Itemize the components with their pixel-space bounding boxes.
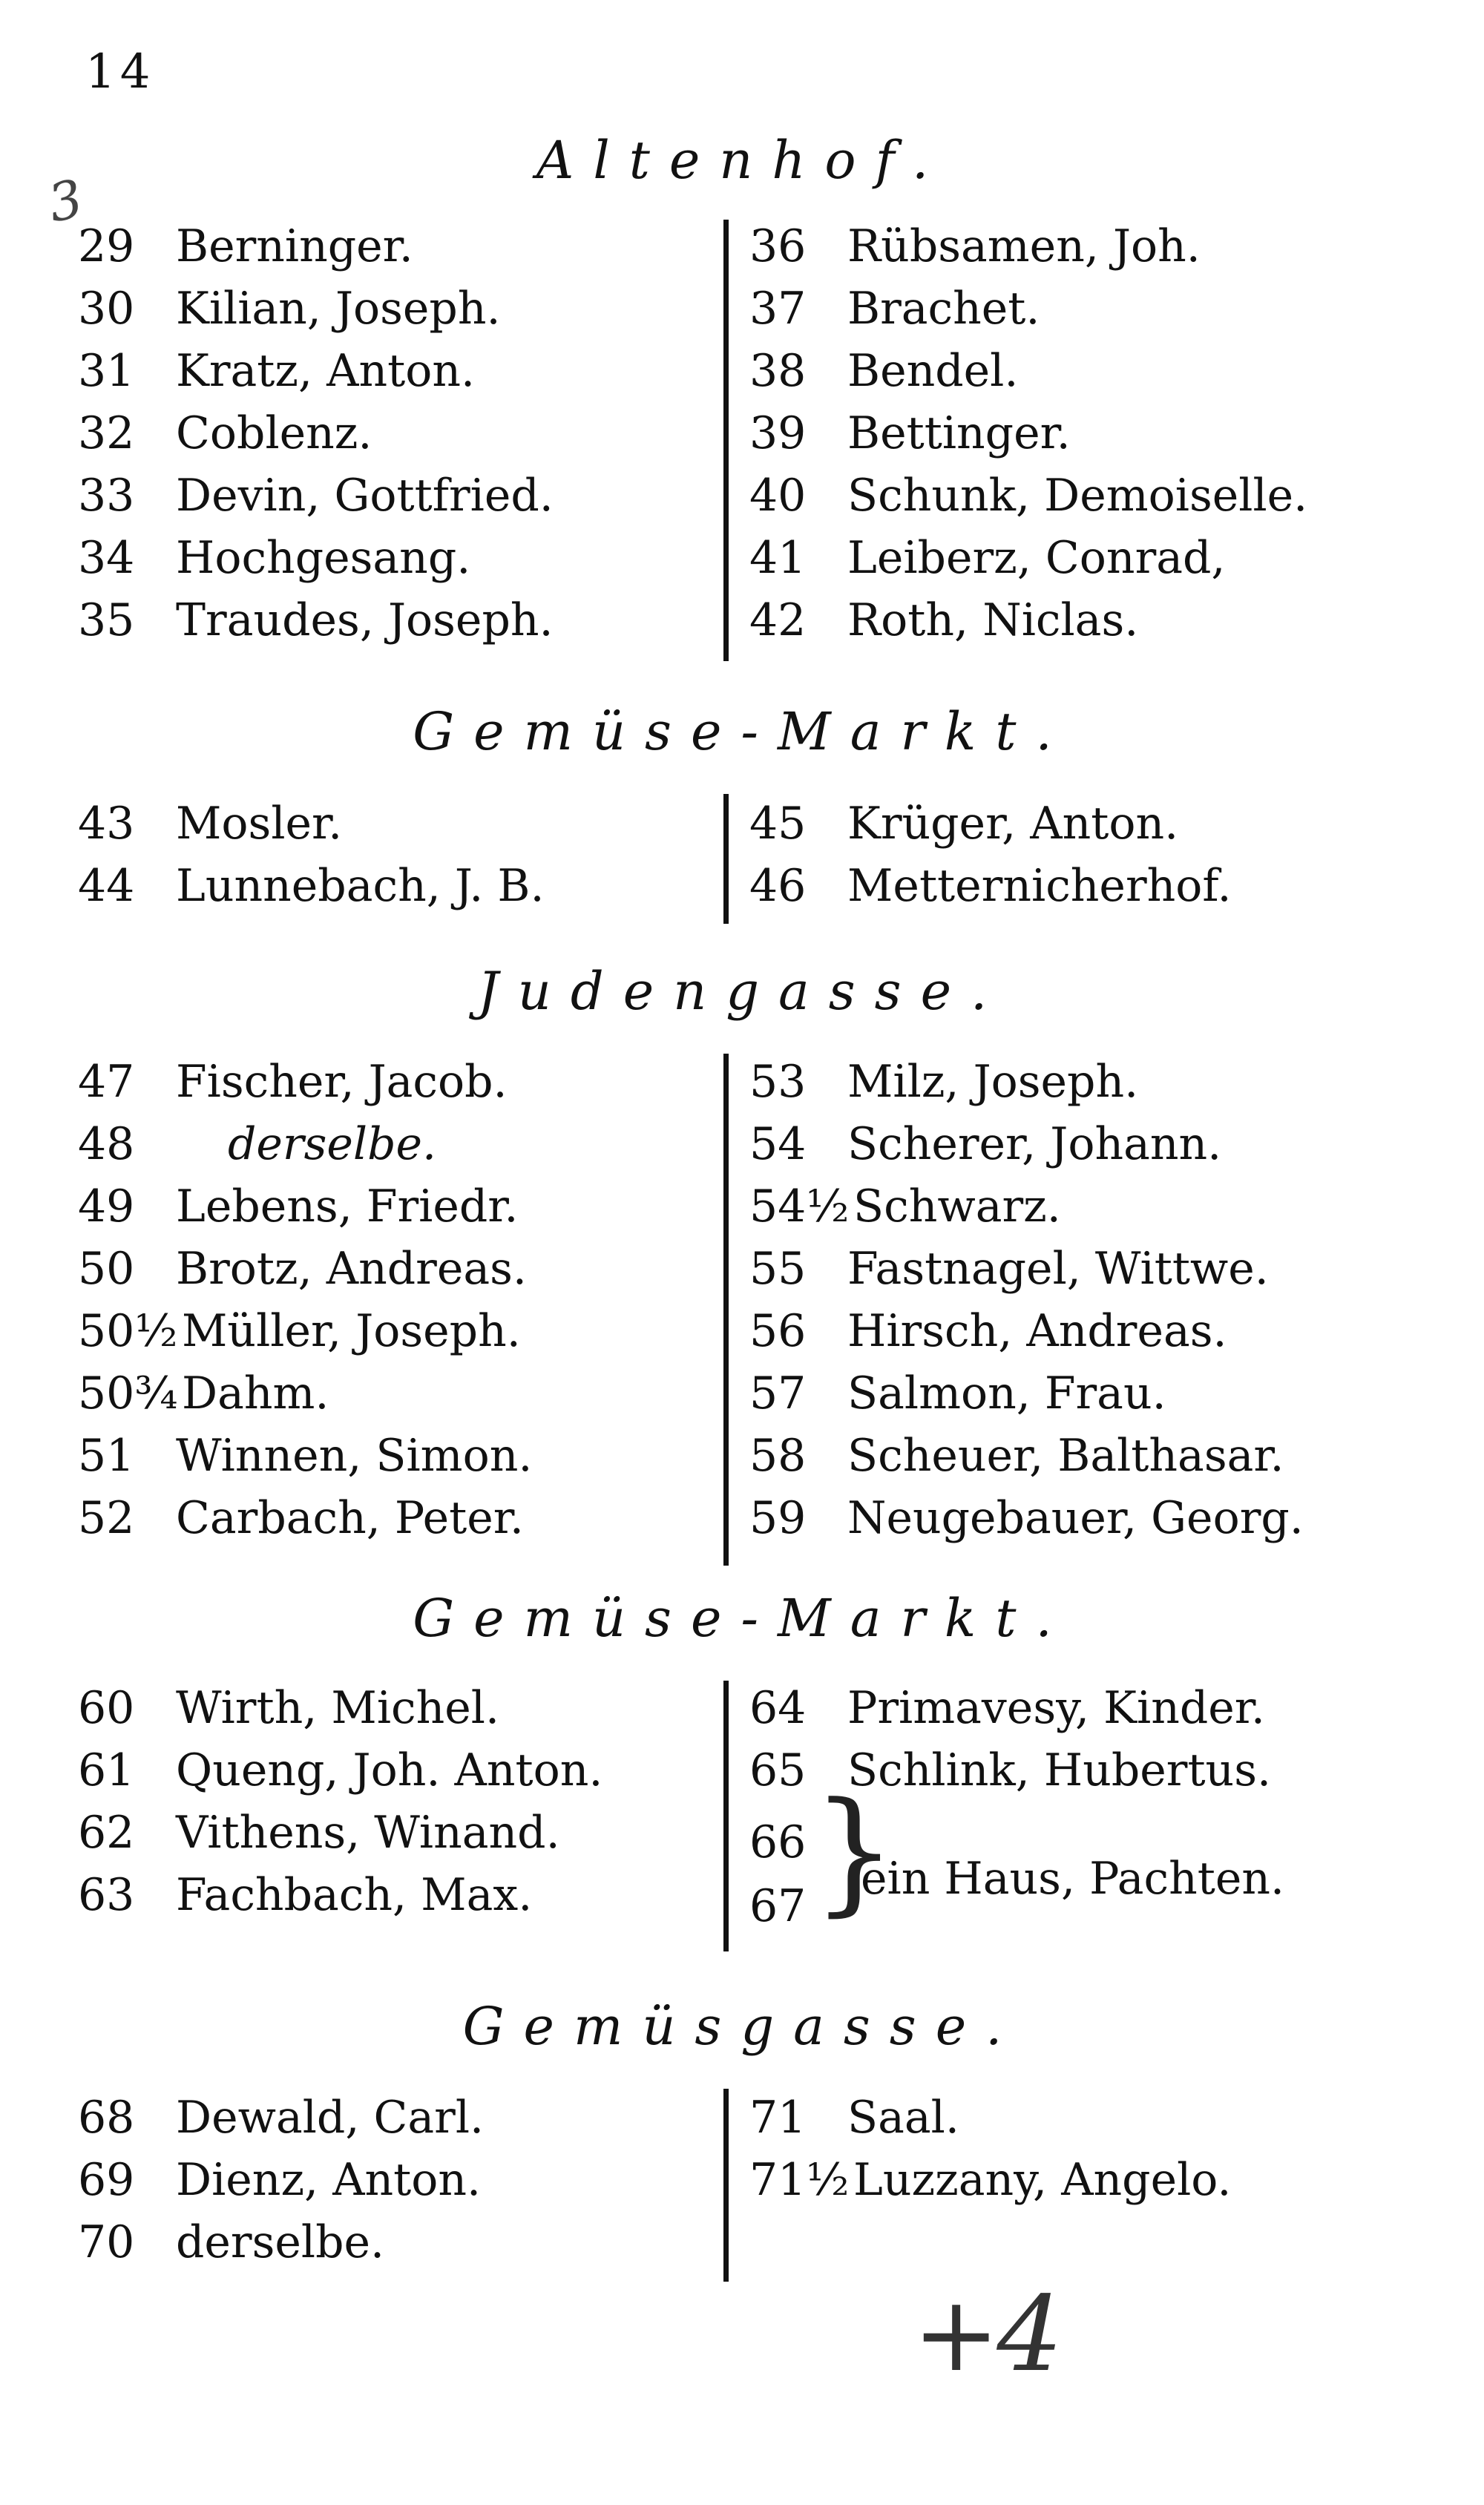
resident-name: Roth, Niclas. [847, 594, 1139, 646]
list-item [78, 792, 342, 855]
list-item [78, 1051, 508, 1113]
resident-name: Schunk, Demoiselle. [847, 470, 1308, 522]
section-title-gemuese-markt-2: Gemüse-Markt. [413, 1588, 1071, 1649]
resident-name: Dewald, Carl. [176, 2092, 485, 2144]
house-number: 62 [78, 1807, 135, 1859]
page-number: 14 [85, 45, 155, 99]
house-number: 53 [749, 1056, 807, 1108]
resident-name: Carbach, Peter. [176, 1492, 524, 1544]
resident-name: Hirsch, Andreas. [847, 1305, 1227, 1357]
section-title-altenhof: Altenhof. [536, 130, 948, 191]
resident-name: Dahm. [182, 1368, 329, 1419]
resident-name: Fachbach, Max. [176, 1869, 533, 1921]
list-item [78, 278, 501, 340]
list-item [749, 1238, 1269, 1300]
house-number: 41 [749, 532, 807, 584]
column-divider [723, 1681, 729, 1951]
column-divider [723, 794, 729, 924]
house-number: 37 [749, 283, 807, 335]
resident-name: Saal. [847, 2092, 959, 2144]
resident-name: Milz, Joseph. [847, 1056, 1139, 1108]
section-title-gemuese-markt: Gemüse-Markt. [413, 701, 1071, 762]
resident-name: Fischer, Jacob. [176, 1056, 508, 1108]
house-number: 39 [749, 407, 807, 459]
house-number: 54½ [749, 1181, 850, 1232]
resident-name: Schwarz. [853, 1181, 1061, 1232]
resident-name: Devin, Gottfried. [176, 470, 554, 522]
list-item [749, 1362, 1166, 1425]
list-item [78, 1113, 436, 1175]
resident-name: Hochgesang. [176, 532, 471, 584]
house-number: 38 [749, 345, 807, 397]
list-item [78, 1739, 603, 1802]
list-item [749, 1425, 1284, 1487]
list-item [78, 1362, 329, 1425]
house-number: 71½ [749, 2154, 850, 2206]
resident-name: Primavesy, Kinder. [847, 1682, 1265, 1734]
list-item [749, 2087, 959, 2149]
house-number: 35 [78, 594, 135, 646]
resident-name: Kratz, Anton. [176, 345, 476, 397]
house-number: 34 [78, 532, 135, 584]
house-number: 48 [78, 1118, 135, 1170]
section-title-judengasse: Judengasse. [477, 961, 1007, 1022]
resident-name: Mosler. [176, 798, 343, 850]
house-number: 57 [749, 1368, 807, 1419]
list-item [78, 527, 470, 589]
house-number: 55 [749, 1243, 807, 1295]
resident-name: Rübsamen, Joh. [847, 220, 1201, 272]
list-item [749, 1113, 1221, 1175]
resident-name: Scherer, Johann. [847, 1118, 1222, 1170]
house-number: 32 [78, 407, 135, 459]
house-number: 71 [749, 2092, 807, 2144]
list-item [749, 2149, 1231, 2211]
house-number: 65 [749, 1744, 807, 1796]
house-number: 58 [749, 1430, 807, 1482]
section-title-gemuesgasse: Gemüsgasse. [462, 1996, 1022, 2057]
resident-name: Luzzany, Angelo. [853, 2154, 1232, 2206]
list-item [78, 1238, 527, 1300]
house-number: 60 [78, 1682, 135, 1734]
house-number: 43 [78, 798, 135, 850]
list-item [749, 792, 1178, 855]
house-number: 67 [749, 1880, 807, 1932]
list-item [78, 1677, 499, 1739]
list-item [749, 278, 1040, 340]
list-item [78, 589, 554, 651]
house-number: 50 [78, 1243, 135, 1295]
list-item [78, 215, 413, 278]
list-item [78, 1802, 560, 1864]
house-number: 36 [749, 220, 807, 272]
house-number: 50½ [78, 1305, 178, 1357]
column-divider [723, 1054, 729, 1566]
resident-name: Lebens, Friedr. [176, 1181, 519, 1232]
house-number: 70 [78, 2216, 135, 2268]
list-item [78, 1300, 521, 1362]
house-number: 47 [78, 1056, 135, 1108]
resident-name: Coblenz. [176, 407, 372, 459]
resident-name: Fastnagel, Wittwe. [847, 1243, 1269, 1295]
house-number: 54 [749, 1118, 807, 1170]
house-number: 46 [749, 860, 807, 912]
list-item [78, 2149, 481, 2211]
house-number: 30 [78, 283, 135, 335]
resident-name: Brotz, Andreas. [176, 1243, 527, 1295]
resident-name: Salmon, Frau. [847, 1368, 1166, 1419]
list-item [749, 340, 1018, 402]
resident-name: derselbe. [228, 1118, 437, 1170]
house-number: 52 [78, 1492, 135, 1544]
list-item [78, 1864, 532, 1926]
resident-name: Bettinger. [847, 407, 1071, 459]
list-item [749, 589, 1138, 651]
house-number: 63 [78, 1869, 135, 1921]
list-item [749, 464, 1307, 527]
resident-name: Müller, Joseph. [182, 1305, 521, 1357]
resident-name: Winnen, Simon. [176, 1430, 533, 1482]
list-item [78, 402, 372, 464]
house-number: 33 [78, 470, 135, 522]
house-number: 42 [749, 594, 807, 646]
resident-name: Schlink, Hubertus. [847, 1744, 1272, 1796]
list-item [749, 402, 1071, 464]
pencil-annotation: +4 [913, 2274, 1060, 2395]
resident-name: Lunnebach, J. B. [176, 860, 545, 912]
resident-name: Berninger. [176, 220, 413, 272]
house-number: 29 [78, 220, 135, 272]
house-number: 44 [78, 860, 135, 912]
list-item [749, 1175, 1061, 1238]
list-item [78, 1425, 532, 1487]
resident-name: Vithens, Winand. [176, 1807, 560, 1859]
resident-name: ein Haus, Pachten. [861, 1853, 1285, 1905]
house-number: 64 [749, 1682, 807, 1734]
pencil-mark: 3 [42, 168, 88, 234]
list-item [749, 215, 1201, 278]
resident-name: Neugebauer, Georg. [847, 1492, 1304, 1544]
house-number: 50¾ [78, 1368, 178, 1419]
resident-name: Leiberz, Conrad, [847, 532, 1226, 584]
list-item [78, 340, 475, 402]
resident-name: Scheuer, Balthasar. [847, 1430, 1284, 1482]
list-item [78, 855, 545, 917]
column-divider [723, 220, 729, 661]
resident-name: Kilian, Joseph. [176, 283, 501, 335]
house-number: 40 [749, 470, 807, 522]
house-number: 61 [78, 1744, 135, 1796]
list-item [78, 1175, 518, 1238]
resident-name: Bendel. [847, 345, 1019, 397]
list-item [749, 855, 1232, 917]
column-divider [723, 2089, 729, 2282]
house-number: 49 [78, 1181, 135, 1232]
resident-name: Queng, Joh. Anton. [176, 1744, 603, 1796]
list-item [78, 2087, 484, 2149]
resident-name: Brachet. [847, 283, 1040, 335]
resident-name: Wirth, Michel. [176, 1682, 500, 1734]
resident-name: Traudes, Joseph. [176, 594, 554, 646]
resident-name: Metternicherhof. [847, 860, 1232, 912]
list-item [749, 1300, 1227, 1362]
house-number: 66 [749, 1816, 807, 1868]
house-number: 51 [78, 1430, 135, 1482]
list-item [749, 1677, 1265, 1739]
list-item [78, 2211, 384, 2273]
house-number: 68 [78, 2092, 135, 2144]
brace-numbers [749, 1810, 806, 1938]
house-number: 69 [78, 2154, 135, 2206]
house-number: 45 [749, 798, 807, 850]
house-number: 56 [749, 1305, 807, 1357]
list-item [749, 527, 1226, 589]
list-item [749, 1487, 1304, 1549]
resident-name: Krüger, Anton. [847, 798, 1179, 850]
list-item [78, 464, 554, 527]
list-item [749, 1051, 1138, 1113]
resident-name: Dienz, Anton. [176, 2154, 482, 2206]
house-number: 31 [78, 345, 135, 397]
house-number: 59 [749, 1492, 807, 1544]
brace-icon: } [812, 1774, 897, 1929]
list-item [78, 1487, 524, 1549]
resident-name: derselbe. [176, 2216, 385, 2268]
